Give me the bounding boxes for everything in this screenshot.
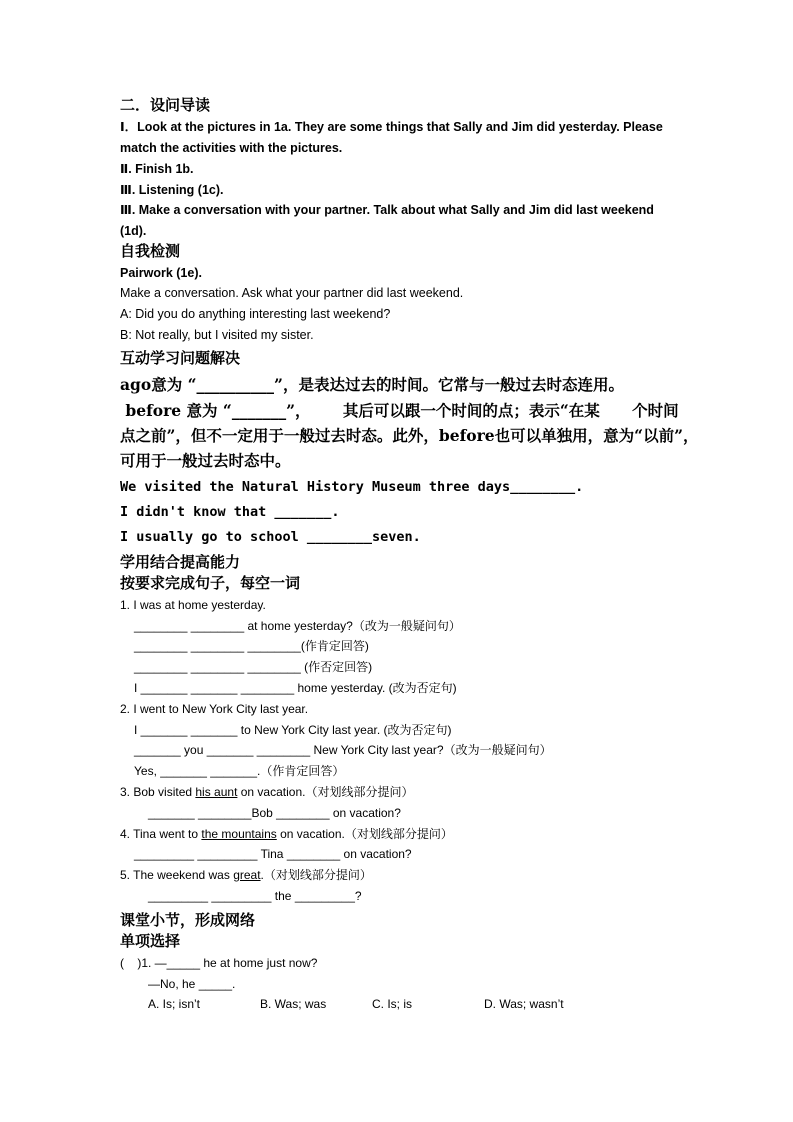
dialog-line-a: A: Did you do anything interesting last weekend?: [120, 307, 391, 321]
option-d: D. Was; wasn’t: [484, 997, 564, 1011]
pairwork-label: Pairwork (1e).: [120, 266, 202, 280]
question-4: 4. Tina went to the mountains on vacation.（对划线部分提问）: [120, 827, 453, 841]
before-explanation-line2: 点之前”，但不一定用于一般过去时态。此外，before也可以单独用，意为“以前”，: [120, 426, 699, 445]
question-1: 1. I was at home yesterday.: [120, 598, 266, 612]
section-title-interactive: 互动学习问题解决: [120, 349, 241, 367]
summary-subtitle: 单项选择: [120, 932, 181, 950]
question-2b: _______ you _______ ________ New York City last year?（改为一般疑问句）: [134, 743, 552, 757]
ago-explanation: ago意为 “__________”，是表达过去的时间。它常与一般过去时态连用。: [120, 375, 624, 394]
example-sentence-1: We visited the Natural History Museum three days________.: [120, 479, 584, 495]
improve-subtitle: 按要求完成句子，每空一词: [120, 574, 301, 592]
question-1a: ________ ________ at home yesterday?（改为一般疑问句）: [134, 619, 461, 633]
question-3: 3. Bob visited his aunt on vacation.（对划线部分提问）: [120, 785, 414, 799]
guide-item-2: Ⅱ. Finish 1b.: [120, 162, 194, 176]
guide-item-4-line2: (1d).: [120, 224, 147, 238]
underlined-phrase: the mountains: [201, 827, 277, 841]
guide-item-4-line1: Ⅲ. Make a conversation with your partner. Talk about what Sally and Jim did last weekend: [120, 203, 654, 217]
question-5: 5. The weekend was great.（对划线部分提问）: [120, 868, 372, 882]
question-2a: I _______ _______ to New York City last year. (改为否定句): [134, 723, 452, 737]
option-a: A. Is; isn’t: [148, 997, 201, 1011]
underlined-phrase: great: [233, 868, 261, 882]
underlined-phrase: his aunt: [195, 785, 238, 799]
question-1b: ________ ________ ________(作肯定回答): [134, 639, 369, 653]
question-5a: _________ _________ the _________?: [148, 889, 362, 903]
dialog-line-b: B: Not really, but I visited my sister.: [120, 328, 314, 342]
question-2: 2. I went to New York City last year.: [120, 702, 309, 716]
choice-question-1-reply: —No, he _____.: [148, 977, 236, 991]
guide-item-1-line2: match the activities with the pictures.: [120, 141, 343, 155]
guide-item-3: Ⅲ. Listening (1c).: [120, 183, 224, 197]
choice-question-1: ( )1. —_____ he at home just now?: [120, 956, 318, 970]
section-title-selfcheck: 自我检测: [120, 242, 181, 260]
question-3a: _______ ________Bob ________ on vacation?: [148, 806, 401, 820]
before-explanation-line1: before 意为 “_______”， 其后可以跟一个时间的点；表示“在某 个时间: [120, 401, 679, 420]
option-b: B. Was; was: [260, 997, 327, 1011]
guide-item-1-line1: Ⅰ．Look at the pictures in 1a. They are some things that Sally and Jim did yesterday. Please: [120, 120, 663, 134]
example-sentence-2: I didn't know that _______.: [120, 504, 340, 520]
question-4a: _________ _________ Tina ________ on vacation?: [134, 847, 412, 861]
before-explanation-line3: 可用于一般过去时态中。: [120, 451, 291, 470]
pairwork-intro: Make a conversation. Ask what your partner did last weekend.: [120, 286, 464, 300]
question-1d: I _______ _______ ________ home yesterday. (改为否定句): [134, 681, 457, 695]
section-title-guide: 二．设问导读: [120, 96, 211, 114]
example-sentence-3: I usually go to school ________seven.: [120, 529, 421, 545]
option-c: C. Is; is: [372, 997, 413, 1011]
question-2c: Yes, _______ _______.（作肯定回答）: [134, 764, 345, 778]
question-1c: ________ ________ ________ (作否定回答): [134, 660, 373, 674]
section-title-summary: 课堂小节，形成网络: [120, 911, 256, 929]
section-title-improve: 学用结合提高能力: [120, 553, 241, 571]
